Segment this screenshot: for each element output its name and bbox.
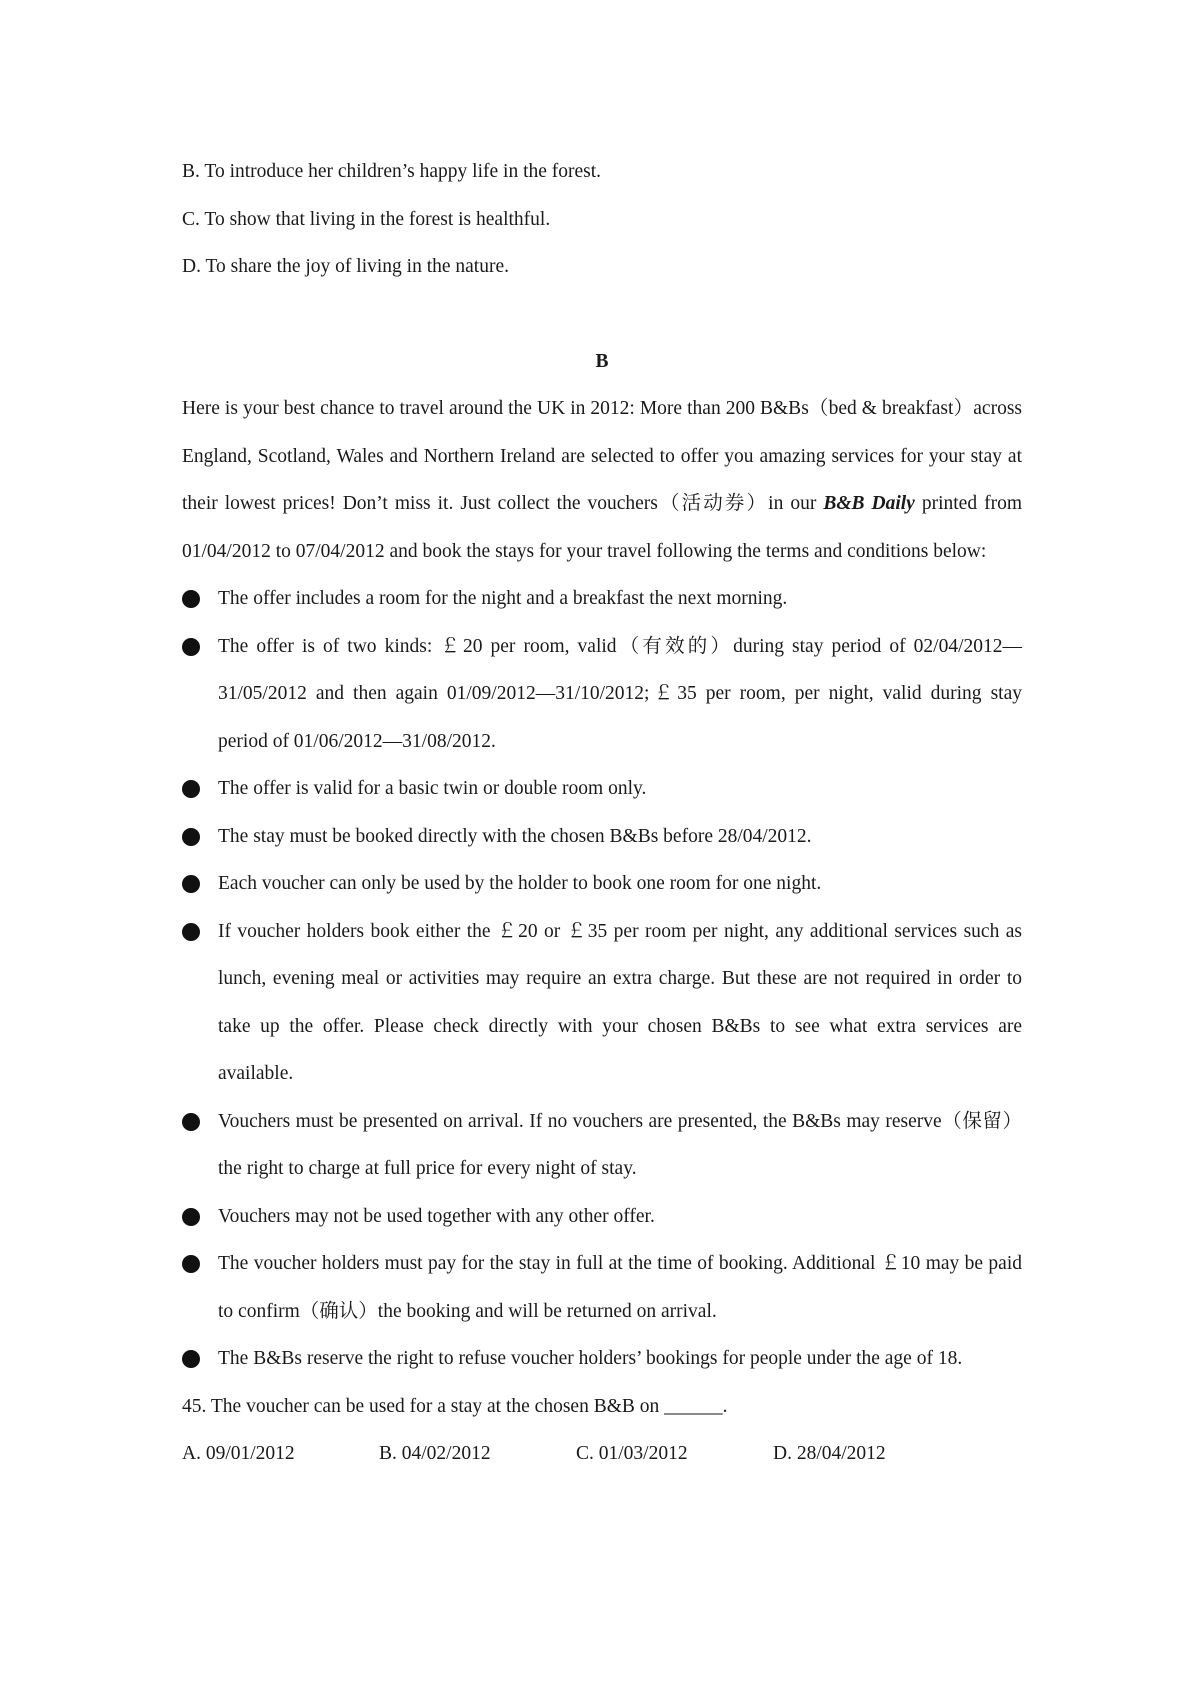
term-item xyxy=(182,1193,1022,1241)
term-text: Vouchers must be presented on arrival. If no vouchers are presented, the B&Bs may reserve（保留）the right to charge at full price for every night of stay. xyxy=(218,1110,1022,1179)
bullet-icon xyxy=(182,875,200,893)
term-item xyxy=(182,1098,1022,1193)
term-item xyxy=(182,575,1022,623)
answer-option-c: C. 01/03/2012 xyxy=(576,1443,688,1464)
term-text: Each voucher can only be used by the holder to book one room for one night. xyxy=(218,873,822,894)
bullet-icon xyxy=(182,1113,200,1131)
term-item xyxy=(182,765,1022,813)
intro-text-part1: Here is your best chance to travel around the UK in 2012: More than 200 B&Bs（bed & breakfast）across England, Scotland, Wales and Northern Ireland are selected to offer you amazing services for your stay at their lowest prices! Don’t miss it. Just collect the vouchers（活动券）in our xyxy=(182,398,1022,514)
bullet-icon xyxy=(182,1208,200,1226)
previous-option-d: D. To share the joy of living in the nature. xyxy=(182,256,509,277)
terms-list xyxy=(182,575,1022,1383)
intro-text-part2: printed from 01/04/2012 to 07/04/2012 and book the stays for your travel following the terms and conditions below: xyxy=(182,493,1022,562)
term-item xyxy=(182,813,1022,861)
term-text: The voucher holders must pay for the stay in full at the time of booking. Additional ￡10 may be paid to confirm（确认）the booking and will be returned on arrival. xyxy=(218,1253,1022,1322)
bullet-icon xyxy=(182,1350,200,1368)
term-text: The offer includes a room for the night and a breakfast the next morning. xyxy=(218,588,788,609)
document-page xyxy=(182,148,1022,1478)
term-item xyxy=(182,908,1022,1098)
answer-option-b: B. 04/02/2012 xyxy=(379,1443,491,1464)
term-item xyxy=(182,860,1022,908)
term-item xyxy=(182,1240,1022,1335)
bullet-icon xyxy=(182,923,200,941)
term-text: The stay must be booked directly with the chosen B&Bs before 28/04/2012. xyxy=(218,825,812,847)
bullet-icon xyxy=(182,1255,200,1273)
question-45: 45. The voucher can be used for a stay at the chosen B&B on ______. xyxy=(182,1395,728,1417)
previous-option-b: B. To introduce her children’s happy life in the forest. xyxy=(182,161,602,182)
previous-option-c: C. To show that living in the forest is healthful. xyxy=(182,208,551,230)
term-text: If voucher holders book either the ￡20 or ￡35 per room per night, any additional services such as lunch, evening meal or activities may require an extra charge. But these are not required in order to take up the offer. Please check directly with your chosen B&Bs to see what extra services are available. xyxy=(218,920,1022,1084)
bullet-icon xyxy=(182,780,200,798)
term-text: The offer is of two kinds: ￡20 per room, valid（有效的）during stay period of 02/04/2012—31/05/2012 and then again 01/09/2012—31/10/2012;￡35 per room, per night, valid during stay period of 01/06/2012—31/08/2012. xyxy=(218,635,1022,752)
bullet-icon xyxy=(182,638,200,656)
term-text: The B&Bs reserve the right to refuse voucher holders’ bookings for people under the age of 18. xyxy=(218,1348,963,1369)
term-item xyxy=(182,623,1022,766)
intro-paragraph xyxy=(182,385,1022,575)
term-text: Vouchers may not be used together with any other offer. xyxy=(218,1205,655,1227)
answer-option-d: D. 28/04/2012 xyxy=(773,1443,886,1464)
section-title: B xyxy=(595,350,609,372)
previous-question-options xyxy=(182,148,1022,291)
term-text: The offer is valid for a basic twin or double room only. xyxy=(218,778,647,799)
spacer xyxy=(182,291,1022,338)
answer-options xyxy=(182,1430,1022,1478)
publication-name: B&B Daily xyxy=(823,493,915,514)
term-item xyxy=(182,1335,1022,1383)
bullet-icon xyxy=(182,590,200,608)
answer-option-a: A. 09/01/2012 xyxy=(182,1443,295,1464)
bullet-icon xyxy=(182,828,200,846)
